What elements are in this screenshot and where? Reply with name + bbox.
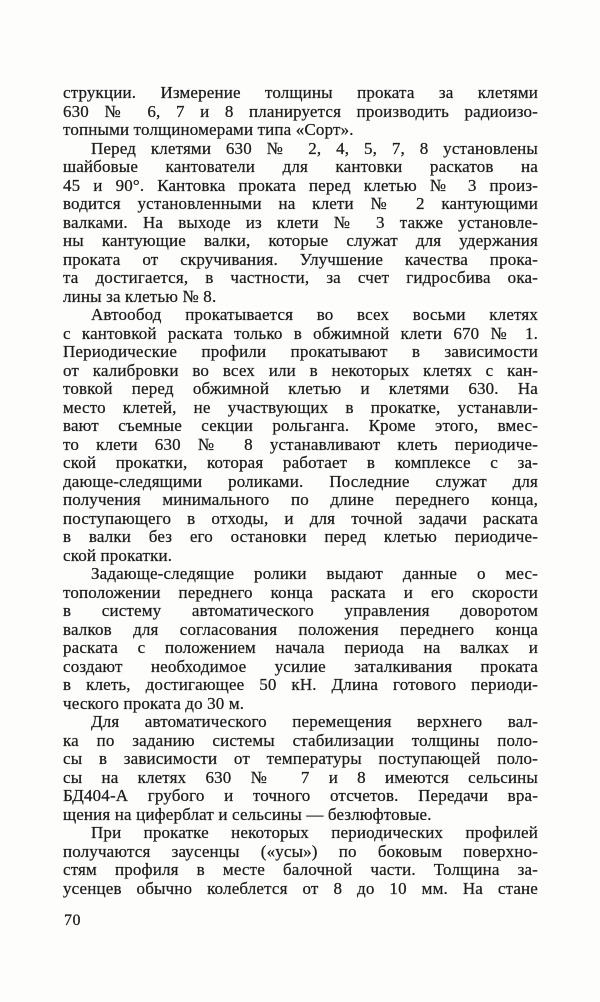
text-line: тоположении переднего конца раската и его скорости <box>63 583 538 602</box>
text-line: валков для согласования положения переднего конца <box>63 620 538 639</box>
text-line: усенцев обычно колеблется от 8 до 10 мм. На стане <box>63 879 538 898</box>
text-line: водится установленными на клети № 2 кантующими <box>63 195 538 213</box>
text-line: ка по заданию системы стабилизации толщины поло- <box>63 731 538 750</box>
text-line: лины за клетью № 8. <box>63 287 217 306</box>
text-line: сы на клетях 630 № 7 и 8 имеются сельсины <box>63 768 538 787</box>
paragraph <box>63 824 538 898</box>
text-line: БД404-А грубого и точного отсчетов. Передачи вра- <box>63 787 538 805</box>
text-line: то клети 630 № 8 устанавливают клеть периодиче- <box>63 435 538 454</box>
text-line: получения минимального по длине переднего конца, <box>63 491 538 509</box>
text-line: товкой перед обжимной клетью и клетями 630. На <box>63 380 538 398</box>
paragraph <box>63 84 538 140</box>
text-line: 630 № 6, 7 и 8 планируется производить радиоизо- <box>63 102 538 121</box>
text-line: раската с положением начала периода на валках и <box>63 639 538 657</box>
text-line: Задающе-следящие ролики выдают данные о мес- <box>91 565 538 583</box>
text-line: стям профиля в месте балочной части. Толщина за- <box>63 861 538 879</box>
text-line: Перед клетями 630 № 2, 4, 5, 7, 8 установлены <box>91 139 538 158</box>
text-line: Автообод прокатывается во всех восьми клетях <box>91 306 538 324</box>
text-line: щения на циферблат и сельсины — безлюфтовые. <box>63 805 432 824</box>
text-line: топными толщиномерами типа «Сорт». <box>63 121 354 139</box>
text-line: Для автоматического перемещения верхнего вал- <box>91 713 538 731</box>
text-line: Периодические профили прокатывают в зависимости <box>63 343 538 361</box>
text-line: в валки без его остановки перед клетью периодиче- <box>63 528 538 546</box>
text-line: вают съемные секции рольганга. Кроме этого, вмес- <box>63 417 538 435</box>
text-line: ской прокатки. <box>63 546 173 565</box>
text-line: 45 и 90°. Кантовка проката перед клетью № 3 произ- <box>63 176 538 195</box>
text-line: в клеть, достигающее 50 кН. Длина готового периоди- <box>63 676 538 694</box>
text-line: ческого проката до 30 м. <box>63 694 245 713</box>
page-number: 70 <box>64 912 81 929</box>
text-line: поступающего в отходы, и для точной задачи раската <box>63 509 538 528</box>
text-line: проката от скручивания. Улучшение качества прока- <box>63 250 538 269</box>
text-line: получаются заусенцы («усы») по боковым поверхно- <box>63 842 538 861</box>
text-line: шайбовые кантователи для кантовки раскатов на <box>63 158 538 176</box>
paragraph <box>63 565 538 713</box>
text-line: ской прокатки, которая работает в комплексе с за- <box>63 454 538 472</box>
paragraph <box>63 306 538 565</box>
text-line: ны кантующие валки, которые служат для удержания <box>63 232 538 250</box>
text-line: дающе-следящими роликами. Последние служат для <box>63 472 538 491</box>
text-line: та достигается, в частности, за счет гидросбива ока- <box>63 269 538 287</box>
text-line: струкции. Измерение толщины проката за клетями <box>63 84 538 102</box>
text-line: место клетей, не участвующих в прокатке, устанавли- <box>63 398 538 417</box>
text-line: валками. На выходе из клети № 3 также установле- <box>63 213 538 232</box>
paragraph <box>63 713 538 824</box>
page-text <box>63 84 538 898</box>
text-line: от калибровки во всех или в некоторых клетях с кан- <box>63 361 538 380</box>
text-line: в систему автоматического управления доворотом <box>63 602 538 620</box>
text-line: создают необходимое усилие заталкивания проката <box>63 657 538 676</box>
paragraph <box>63 140 538 307</box>
text-line: с кантовкой раската только в обжимной клети 670 № 1. <box>63 324 538 343</box>
text-line: сы в зависимости от температуры поступающей поло- <box>63 750 538 768</box>
text-line: При прокатке некоторых периодических профилей <box>91 824 538 842</box>
